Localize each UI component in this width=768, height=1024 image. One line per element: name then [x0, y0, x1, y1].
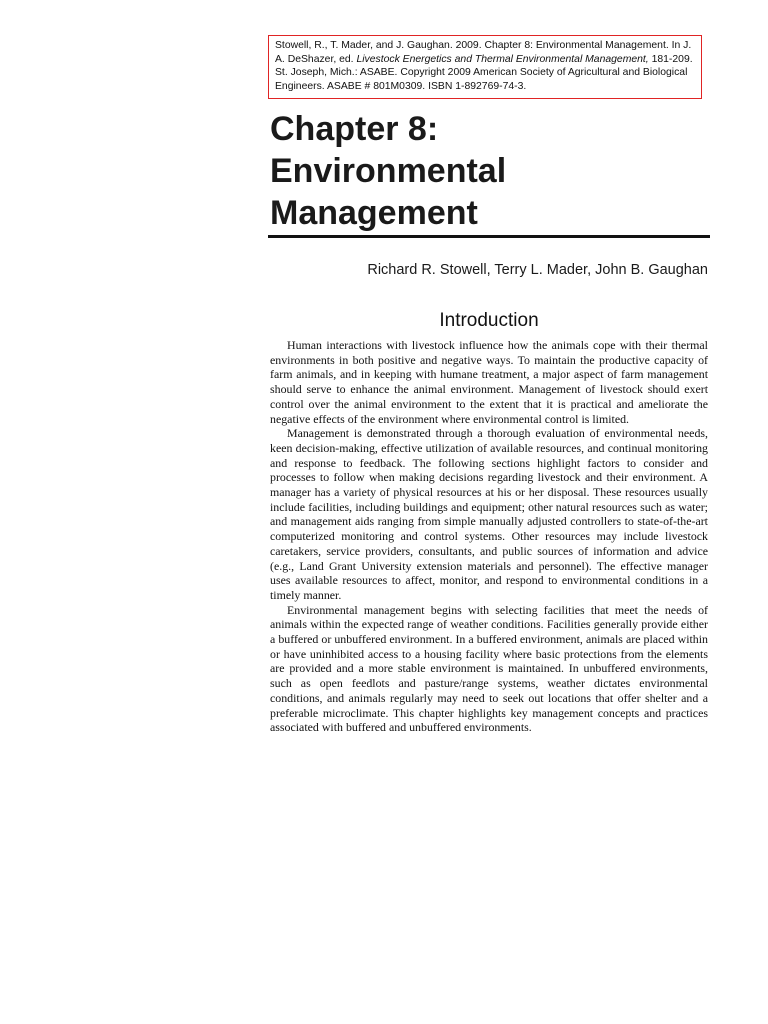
citation-text: Stowell, R., T. Mader, and J. Gaughan. 2009. Chapter 8: Environmental Management. In J. A. DeShazer, ed.	[275, 40, 692, 65]
authors: Richard R. Stowell, Terry L. Mader, John B. Gaughan	[367, 262, 708, 278]
section-heading-introduction: Introduction	[439, 310, 539, 331]
paragraph: Human interactions with livestock influence how the animals cope with their thermal environments in both positive and negative ways. To maintain the productive capacity of farm animals, and in keeping with humane treatment, a major aspect of farm management should serve to enhance the animal environment. Management of livestock should exert control over the animal environment to the extent that it is practical and ameliorate the negative effects of the environment where environmental control is limited.	[270, 338, 708, 426]
chapter-title-line2: Environmental	[270, 152, 507, 190]
citation-text-rest: 181-209. St. Joseph, Mich.: ASABE. Copyright 2009 American Society of Agricultural and Biological Engineers. ASABE # 801M0309. ISBN 1-892769-74-3.	[275, 53, 693, 92]
chapter-title	[270, 108, 710, 234]
citation-box	[268, 35, 702, 99]
paragraph: Management is demonstrated through a thorough evaluation of environmental needs, keen decision-making, effective utilization of available resources, and continual monitoring and response to feedback. The following sections highlight factors to consider and processes to follow when making decisions regarding livestock and their environment. A manager has a variety of physical resources at his or her disposal. These resources usually include facilities, including buildings and equipment; other natural resources such as water; and management aids ranging from simple manually adjusted controllers to state-of-the-art computerized monitoring and control systems. Other resources may include livestock caretakers, service providers, consultants, and public sources of information and advice (e.g., Land Grant University extension materials and personnel). The effective manager uses available resources to affect, monitor, and respond to environmental conditions in a timely manner.	[270, 426, 708, 602]
chapter-title-line3: Management	[270, 194, 478, 232]
body-text	[270, 338, 708, 735]
title-divider	[268, 235, 710, 238]
paragraph: Environmental management begins with selecting facilities that meet the needs of animals within the expected range of weather conditions. Facilities generally provide either a buffered or unbuffered environment. In a buffered environment, animals are placed within or have uninhibited access to a housing facility where basic protections from the elements are provided and a more stable environment is maintained. In unbuffered environments, such as open feedlots and pasture/range systems, weather dictates environmental conditions, and animals regularly may need to seek out locations that offer shelter and a preferable microclimate. This chapter highlights key management concepts and practices associated with buffered and unbuffered environments.	[270, 602, 708, 735]
citation-book-title: Livestock Energetics and Thermal Environmental Management,	[356, 53, 649, 65]
chapter-title-line1: Chapter 8:	[270, 110, 439, 148]
